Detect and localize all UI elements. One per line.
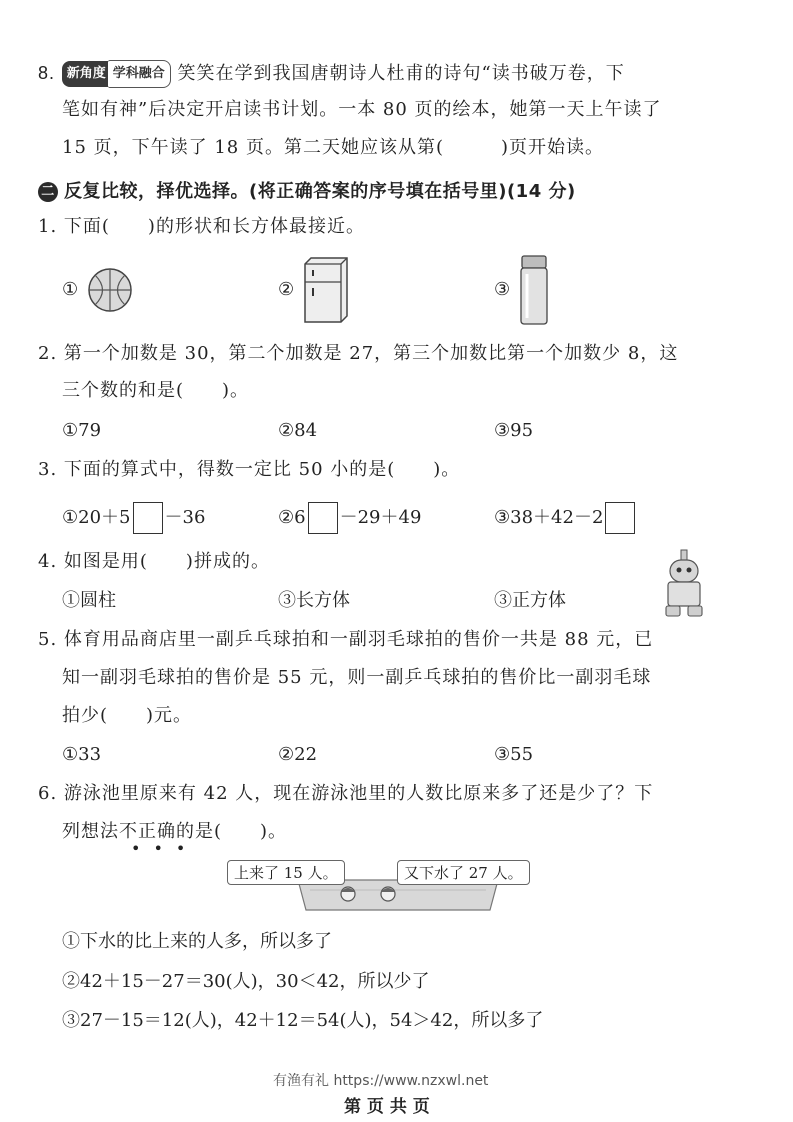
q8-text-line1: 笑笑在学到我国唐朝诗人杜甫的诗句“读书破万卷，下: [177, 63, 625, 84]
q5-line1: 5. 体育用品商店里一副乒乓球拍和一副羽毛球拍的售价一共是 88 元，已: [38, 629, 654, 650]
q8-line1: [38, 60, 625, 88]
tag-new-angle: 新角度: [62, 61, 111, 87]
q3-option-1-part-a: ①20＋5: [62, 507, 131, 528]
q4-option-1[interactable]: ①圆柱: [62, 590, 116, 611]
section-heading: [38, 177, 576, 203]
q3-option-3[interactable]: [494, 500, 637, 536]
q1-option-3-label: ③: [494, 279, 511, 300]
q5-line3: 拍少( )元。: [62, 705, 193, 726]
q5-option-2[interactable]: ②22: [278, 744, 318, 765]
q3-option-1[interactable]: [62, 500, 205, 536]
q3-option-2[interactable]: [278, 500, 421, 536]
speech-bubble-left: 上来了 15 人。: [227, 860, 345, 885]
q1-option-3[interactable]: [494, 278, 510, 302]
q2-option-3[interactable]: ③95: [494, 420, 534, 441]
q1-option-1-label: ①: [62, 279, 79, 300]
q1-option-2-label: ②: [278, 279, 295, 300]
q3-stem: 3. 下面的算式中，得数一定比 50 小的是( )。: [38, 459, 461, 480]
q2-line2: 三个数的和是( )。: [62, 380, 250, 401]
page-number: 第 页 共 页: [344, 1097, 430, 1117]
refrigerator-icon: [303, 256, 349, 324]
q2-option-1[interactable]: ①79: [62, 420, 102, 441]
q3-option-2-part-b: －29＋49: [339, 507, 422, 528]
q1-option-1[interactable]: [62, 278, 78, 302]
watermark-text: 有渔有礼 https://www.nzxwl.net: [273, 1073, 489, 1089]
q3-option-1-part-b: －36: [164, 507, 206, 528]
section-title: 反复比较，择优选择。(将正确答案的序号填在括号里)(14 分): [64, 181, 576, 202]
q4-stem: 4. 如图是用( )拼成的。: [38, 551, 270, 572]
q6-line2: 列想法不正确的是( )。: [62, 821, 288, 842]
q1-stem: 1. 下面( )的形状和长方体最接近。: [38, 216, 365, 237]
thermos-cup-icon: [519, 254, 549, 326]
q8-line2: 笔如有神”后决定开启读书计划。一本 80 页的绘本，她第一天上午读了: [62, 99, 662, 120]
q2-option-2[interactable]: ②84: [278, 420, 318, 441]
q3-option-2-part-a: ②6: [278, 507, 306, 528]
block-robot-figure-icon: [662, 548, 706, 620]
tag-interdisciplinary: 学科融合: [108, 60, 171, 88]
section-number-badge: 二: [38, 182, 58, 202]
q6-option-3[interactable]: ③27－15＝12(人)，42＋12＝54(人)，54＞42，所以多了: [62, 1010, 544, 1031]
q6-option-1[interactable]: ①下水的比上来的人多，所以多了: [62, 931, 332, 952]
q5-line2: 知一副羽毛球拍的售价是 55 元，则一副乒乓球拍的售价比一副羽毛球: [62, 667, 652, 688]
q3-option-3-part-a: ③38＋42－2: [494, 507, 604, 528]
emphasis-dots: •••: [131, 839, 199, 858]
q4-option-2[interactable]: ③长方体: [278, 590, 350, 611]
q1-option-2[interactable]: [278, 278, 294, 302]
q2-line1: 2. 第一个加数是 30，第二个加数是 27，第三个加数比第一个加数少 8，这: [38, 343, 679, 364]
blank-box[interactable]: [133, 502, 163, 534]
q5-option-3[interactable]: ③55: [494, 744, 534, 765]
q6-line1: 6. 游泳池里原来有 42 人，现在游泳池里的人数比原来多了还是少了？下: [38, 783, 654, 804]
q8-number: 8.: [38, 63, 56, 83]
q8-line3: 15 页，下午读了 18 页。第二天她应该从第( )页开始读。: [62, 137, 605, 158]
blank-box[interactable]: [605, 502, 635, 534]
q4-option-3[interactable]: ③正方体: [494, 590, 566, 611]
speech-bubble-right: 又下水了 27 人。: [397, 860, 530, 885]
basketball-icon: [86, 266, 134, 314]
blank-box[interactable]: [308, 502, 338, 534]
q5-option-1[interactable]: ①33: [62, 744, 102, 765]
q6-option-2[interactable]: ②42＋15－27＝30(人)，30＜42，所以少了: [62, 971, 430, 992]
